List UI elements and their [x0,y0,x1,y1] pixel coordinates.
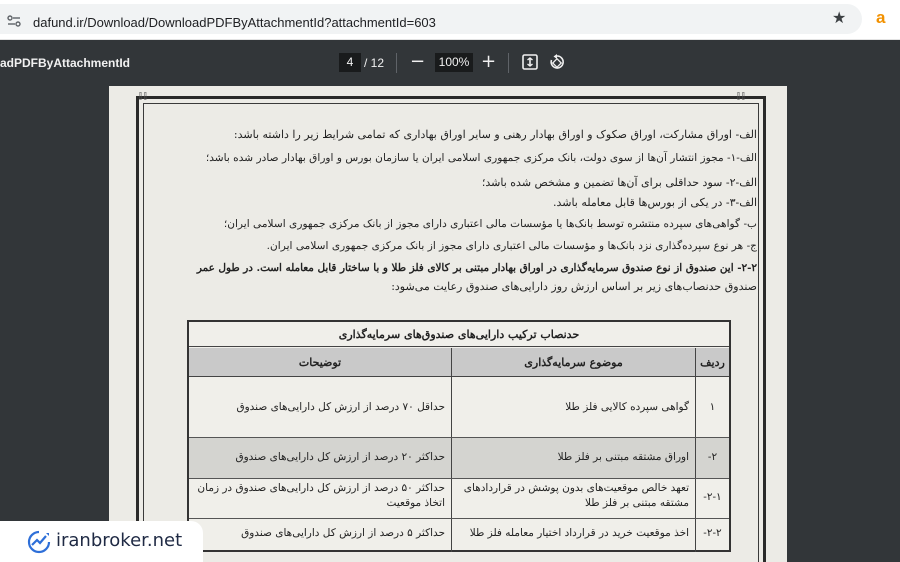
extension-icon[interactable]: a [876,8,886,27]
zoom-out-button[interactable]: − [410,51,426,72]
paragraph-line: صندوق حدنصاب‌های زیر بر اساس ارزش روز دارایی‌های صندوق رعایت می‌شود: [391,280,757,293]
pdf-toolbar [0,41,900,85]
zoom-in-button[interactable]: + [481,51,497,72]
toolbar-divider [508,53,509,73]
document-title: adPDFByAttachmentId [0,56,131,70]
url-text[interactable]: dafund.ir/Download/DownloadPDFByAttachmentId?attachmentId=603 [33,15,436,30]
table-cell-number: ۲-۲- [703,527,722,539]
fit-to-page-icon[interactable] [522,54,538,70]
table-cell-description: حداقل ۷۰ درصد از ارزش کل دارایی‌های صندوق [236,401,445,413]
paragraph-line: الف-۳- در یکی از بورس‌ها قابل معامله باشد. [552,196,757,209]
table-cell-subject: اخذ موقعیت خرید در قرارداد اختیار معامله فلز طلا [469,527,689,539]
paragraph-line: الف-۲- سود حداقلی برای آن‌ها تضمین و مشخص شده باشد؛ [481,176,757,189]
table-cell-subject: اوراق مشتقه مبتنی بر فلز طلا [557,451,689,463]
scan-mark: ⫿⫿ [737,92,747,102]
paragraph-line: ج- هر نوع سپرده‌گذاری نزد بانک‌ها و مؤسسات مالی اعتباری دارای مجوز از بانک مرکزی جمهوری اسلامی ایران. [266,240,757,252]
address-bar[interactable] [0,4,862,34]
table-header-subject: موضوع سرمایه‌گذاری [452,348,695,377]
table-header-description: توضیحات [189,348,451,377]
toolbar-divider [396,53,397,73]
table-cell-subject: گواهی سپرده کالایی فلز طلا [565,401,689,413]
row-divider [189,518,729,519]
table-header-row-number: ردیف [696,348,729,377]
chart-logo-icon [27,530,51,554]
row-divider [189,437,729,438]
table-cell-description: حداکثر ۵ درصد از ارزش کل دارایی‌های صندوق [241,527,445,539]
site-info-icon[interactable] [7,15,21,27]
watermark-badge [0,521,203,562]
watermark-text: iranbroker.net [56,530,183,551]
bookmark-star-icon[interactable]: ★ [832,8,847,27]
paragraph-line: الف- اوراق مشارکت، اوراق صکوک و اوراق بهادار رهنی و سایر اوراق بهاداری که تمامی شرایط زیر را داشته باشد: [233,128,757,141]
page-total: / 12 [364,56,385,70]
table-cell-description: حداکثر ۲۰ درصد از ارزش کل دارایی‌های صندوق [235,451,445,463]
scan-mark: ⫿⫿ [139,92,149,102]
zoom-level-input[interactable]: 100% [435,53,473,72]
row-divider [189,478,729,479]
browser-toolbar [0,0,900,40]
table-cell-subject: تعهد خالص موقعیت‌های بدون پوشش در قراردادهای مشتقه مبتنی بر فلز طلا [463,482,689,509]
page-number-input[interactable]: 4 [339,53,361,72]
table-cell-number: ۲-۱- [703,491,722,503]
paragraph-line: الف-۱- مجوز انتشار آن‌ها از سوی دولت، بانک مرکزی جمهوری اسلامی ایران یا سازمان بورس و اوراق بهادار صادر شده باشد؛ [205,152,757,164]
rotate-icon[interactable] [548,53,566,71]
table-cell-description: حداکثر ۵۰ درصد از ارزش کل دارایی‌های صندوق در زمان اتخاذ موقعیت [197,482,445,509]
table-cell-number: ۱ [709,401,716,413]
table-cell-number: ۲- [707,451,718,463]
paragraph-line: ۲-۲- این صندوق از نوع صندوق سرمایه‌گذاری در اوراق بهادار مبتنی بر کالای فلز طلا و با ساختار قابل معامله است. در طول عمر [196,262,757,274]
paragraph-line: ب- گواهی‌های سپرده منتشره توسط بانک‌ها یا مؤسسات مالی اعتباری دارای مجوز از بانک مرکزی جمهوری اسلامی ایران؛ [223,218,757,230]
asset-composition-table [187,320,731,552]
table-caption: حدنصاب ترکیب دارایی‌های صندوق‌های سرمایه‌گذاری [189,322,729,347]
